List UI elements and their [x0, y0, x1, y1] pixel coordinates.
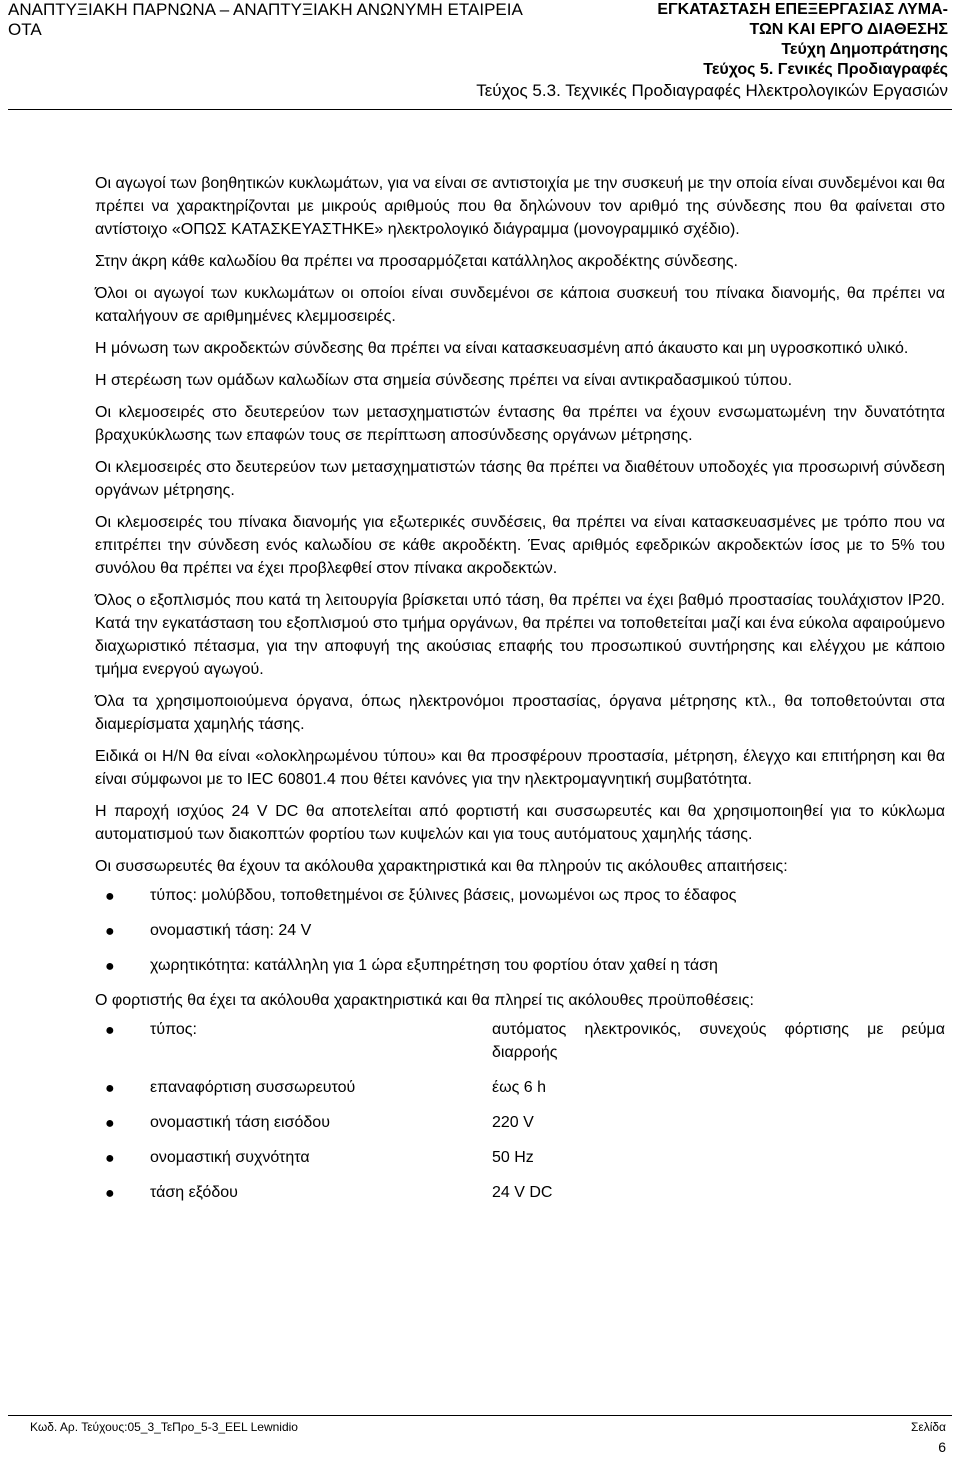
bullet-icon: ● — [105, 923, 115, 940]
header-organization: ΑΝΑΠΤΥΞΙΑΚΗ ΠΑΡΝΩΝΑ – ΑΝΑΠΤΥΞΙΑΚΗ ΑΝΩΝΥΜΗ ΕΤΑΙΡΕΙΑ — [8, 0, 523, 19]
paragraph: Όλα τα χρησιμοποιούμενα όργανα, όπως ηλεκτρονόμοι προστασίας, όργανα μέτρησης κτλ., θα τοποθετούνται στα διαμερίσματα χαμηλής τάσης. — [95, 693, 945, 733]
paragraph: Η παροχή ισχύος 24 V DC θα αποτελείται από φορτιστή και συσσωρευτές και θα χρησιμοποιηθεί για το κύκλωμα αυτοματισμού των διακοπτών φορτίου των κυψελών και για τους αυτόματους χαμηλής τάσης. — [95, 803, 945, 843]
bullet-icon: ● — [105, 1115, 115, 1132]
spec-key: τάση εξόδου — [150, 1184, 238, 1201]
paragraph: Οι αγωγοί των βοηθητικών κυκλωμάτων, για να είναι σε αντιστοιχία με την συσκευή με την οποία είναι συνδεμένοι και θα πρέπει να χαρακτηρίζονται με μικρούς αριθμούς που θα δηλώνουν τον αριθμό της σύνδεσης που θα φαίνεται στο αντίστοιχο «ΟΠΩΣ ΚΑΤΑΣΚΕΥΑΣΤΗΚΕ» ηλεκτρολογικό διάγραμμα (μονογραμμικό σχέδιο). — [95, 175, 945, 238]
list-item — [95, 1181, 945, 1204]
paragraph: Οι κλεμοσειρές του πίνακα διανομής για εξωτερικές συνδέσεις, θα πρέπει να είναι κατασκευασμένες με τρόπο που να επιτρέπει την σύνδεση ενός καλωδίου σε κάθε ακροδέκτη. Ένας αριθμός εφεδρικών ακροδεκτών ίσος με το 5% του συνόλου θα πρέπει να έχει προβλεφθεί στον πίνακα ακροδεκτών. — [95, 514, 945, 577]
list-item — [95, 884, 945, 907]
bullet-icon: ● — [105, 958, 115, 975]
spec-key: τύπος: — [150, 1021, 197, 1038]
paragraph: Όλοι οι αγωγοί των κυκλωμάτων οι οποίοι είναι συνδεμένοι σε κάποια συσκευή του πίνακα διανομής, θα πρέπει να καταλήγουν σε αριθμημένες κλεμμοσειρές. — [95, 285, 945, 325]
list-item — [95, 919, 945, 942]
header-subtitle: Τεύχος 5.3. Τεχνικές Προδιαγραφές Ηλεκτρολογικών Εργασιών — [476, 81, 948, 100]
paragraph: Ειδικά οι Η/Ν θα είναι «ολοκληρωμένου τύπου» και θα προσφέρουν προστασία, μέτρηση, έλεγχο και επιτήρηση και θα είναι σύμφωνοι με το IEC 60801.4 που θέτει κανόνες για την ηλεκτρομαγνητική συμβατότητα. — [95, 748, 945, 788]
spec-value: αυτόματος ηλεκτρονικός, συνεχούς φόρτισης με ρεύμα διαρροής — [492, 1021, 945, 1061]
spec-value: 50 Hz — [492, 1149, 534, 1166]
paragraph: Οι κλεμοσειρές στο δευτερεύον των μετασχηματιστών έντασης θα πρέπει να έχουν ενσωματωμένη την δυνατότητα βραχυκύκλωσης των επαφών τους σε περίπτωση αποσύνδεσης οργάνων μέτρησης. — [95, 404, 945, 444]
spec-value: 24 V DC — [492, 1184, 553, 1201]
list-item-text: ονομαστική τάση: 24 V — [150, 922, 312, 939]
header-divider — [8, 109, 952, 110]
spec-key: επαναφόρτιση συσσωρευτού — [150, 1079, 356, 1096]
paragraph: Ο φορτιστής θα έχει τα ακόλουθα χαρακτηριστικά και θα πληρεί τις ακόλουθες προϋποθέσεις: — [95, 992, 754, 1009]
header-project-line-3: Τεύχη Δημοπράτησης — [781, 41, 948, 58]
list-item — [95, 1076, 945, 1099]
paragraph: Η στερέωση των ομάδων καλωδίων στα σημεία σύνδεσης πρέπει να είναι αντικραδασμικού τύπου. — [95, 372, 793, 389]
bullet-icon: ● — [105, 888, 115, 905]
header-organization-cont: ΟΤΑ — [8, 20, 42, 39]
paragraph: Οι κλεμοσειρές στο δευτερεύον των μετασχηματιστών τάσης θα πρέπει να διαθέτουν υποδοχές για προσωρινή σύνδεση οργάνων μέτρησης. — [95, 459, 945, 499]
header-right — [588, 0, 948, 80]
header-project-line-4: Τεύχος 5. Γενικές Προδιαγραφές — [703, 61, 948, 78]
bullet-icon: ● — [105, 1185, 115, 1202]
paragraph: Όλος ο εξοπλισμός που κατά τη λειτουργία βρίσκεται υπό τάση, θα πρέπει να έχει βαθμό προστασίας τουλάχιστον IP20. Κατά την εγκατάσταση του εξοπλισμού στο τμήμα οργάνων, θα πρέπει να τοποθετείται μαζί και ένα εύκολα αφαιρούμενο διαχωριστικό πέτασμα, για την αποφυγή της ακούσιας επαφής του προσωπικού συντήρησης και ελέγχου με κάποιο τμήμα ενεργού αγωγού. — [95, 592, 945, 678]
paragraph: Οι συσσωρευτές θα έχουν τα ακόλουθα χαρακτηριστικά και θα πληρούν τις ακόλουθες απαιτήσεις: — [95, 858, 788, 875]
bullet-icon: ● — [105, 1150, 115, 1167]
spec-value: 220 V — [492, 1114, 534, 1131]
footer-divider — [8, 1415, 952, 1416]
footer-page-label: Σελίδα — [910, 1420, 946, 1434]
list-item — [95, 1146, 945, 1169]
header-left — [8, 0, 608, 40]
charger-spec-list — [95, 1018, 945, 1204]
header-project-line-1: ΕΓΚΑΤΑΣΤΑΣΗ ΕΠΕΞΕΡΓΑΣΙΑΣ ΛΥΜΑ- — [657, 1, 948, 18]
document-body — [95, 172, 945, 1216]
list-item — [95, 1018, 945, 1064]
spec-value: έως 6 h — [492, 1079, 547, 1096]
bullet-icon: ● — [105, 1022, 115, 1039]
list-item-text: χωρητικότητα: κατάλληλη για 1 ώρα εξυπηρέτηση του φορτίου όταν χαθεί η τάση — [150, 957, 718, 974]
header-project-line-2: ΤΩΝ ΚΑΙ ΕΡΓΟ ΔΙΑΘΕΣΗΣ — [749, 21, 948, 38]
list-item — [95, 1111, 945, 1134]
footer-document-code: Κωδ. Αρ. Τεύχους:05_3_ΤεΠρο_5-3_EEL Lewnidio — [30, 1420, 298, 1434]
footer-page-number: 6 — [938, 1439, 946, 1455]
spec-key: ονομαστική τάση εισόδου — [150, 1114, 330, 1131]
bullet-icon: ● — [105, 1080, 115, 1097]
spec-key: ονομαστική συχνότητα — [150, 1149, 310, 1166]
battery-spec-list — [95, 884, 945, 977]
list-item-text: τύπος: μολύβδου, τοποθετημένοι σε ξύλινες βάσεις, μονωμένοι ως προς το έδαφος — [150, 887, 737, 904]
paragraph: Στην άκρη κάθε καλωδίου θα πρέπει να προσαρμόζεται κατάλληλος ακροδέκτης σύνδεσης. — [95, 253, 738, 270]
paragraph: Η μόνωση των ακροδεκτών σύνδεσης θα πρέπει να είναι κατασκευασμένη από άκαυστο και μη υγροσκοπικό υλικό. — [95, 340, 909, 357]
list-item — [95, 954, 945, 977]
